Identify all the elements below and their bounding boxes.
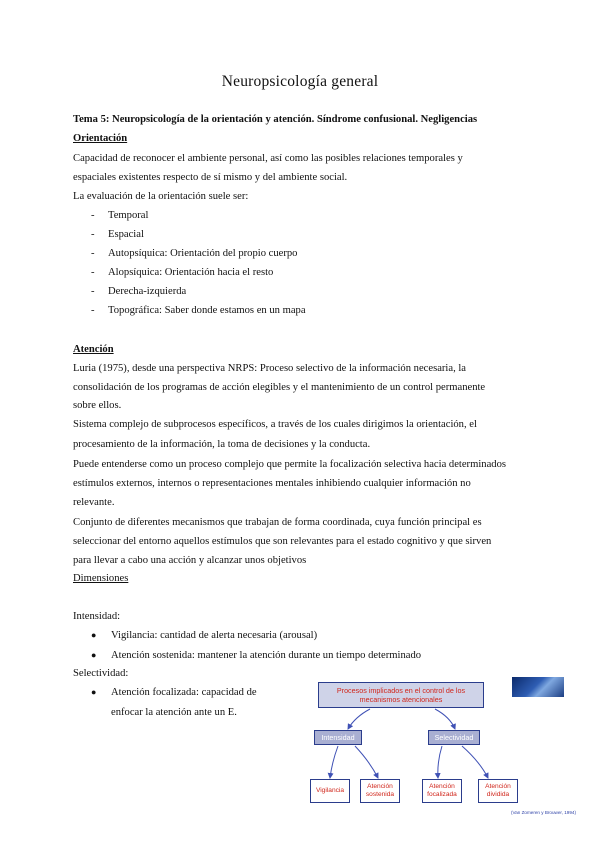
dash-marker: - — [91, 248, 95, 259]
list-item-text: Alopsíquica: Orientación hacia el resto — [108, 267, 274, 278]
selectividad-label: Selectividad: — [73, 668, 129, 679]
orientacion-paragraph-line: espaciales existentes respecto de sí mismo y del ambiente social. — [73, 172, 348, 183]
atencion-line: estímulos externos, internos o representaciones mentales inhibiendo cualquier información no — [73, 478, 471, 489]
topic-heading: Tema 5: Neuropsicología de la orientación y atención. Síndrome confusional. Negligencias — [73, 114, 478, 125]
orientacion-paragraph-line: Capacidad de reconocer el ambiente personal, así como las posibles relaciones temporales y — [73, 153, 463, 164]
connector-root-left — [348, 709, 370, 729]
dash-marker: - — [91, 267, 95, 278]
list-item-text: Derecha-izquierda — [108, 286, 187, 297]
dash-marker: - — [91, 286, 95, 297]
diagram-source-citation: (Van Zomeren y Brouwer, 1994) — [510, 810, 576, 815]
dash-marker: - — [91, 229, 95, 240]
dash-marker: - — [91, 305, 95, 316]
list-item — [91, 228, 144, 241]
list-item — [91, 649, 421, 662]
list-item — [91, 209, 148, 222]
list-item-text: Temporal — [108, 210, 149, 221]
list-item — [91, 686, 257, 699]
atencion-line: seleccionar del entorno aquellos estímulos que son relevantes para el estado cognitivo y que sirven — [73, 536, 492, 547]
diagram-leaf-text: sostenida — [365, 791, 395, 798]
list-item-continuation: enfocar la atención ante un E. — [111, 707, 237, 718]
list-item — [91, 266, 273, 279]
diagram-root-line: Procesos implicados en el control de los — [336, 686, 466, 695]
diagram-intensidad-box: Intensidad — [314, 730, 362, 745]
diagram-leaf-sostenida — [360, 779, 400, 803]
diagram-selectividad-box: Selectividad — [428, 730, 480, 745]
dimensiones-heading: Dimensiones — [73, 573, 129, 584]
dash-marker: - — [91, 210, 95, 221]
connector-root-right — [435, 709, 455, 729]
list-item — [91, 629, 317, 642]
diagram-leaf-text: dividida — [486, 791, 510, 798]
connector-selectividad-dividida — [462, 746, 488, 778]
atencion-line: Puede entenderse como un proceso complejo que permite la focalización selectiva hacia determinados — [73, 459, 506, 470]
atencion-heading: Atención — [73, 344, 114, 355]
atencion-line: Conjunto de diferentes mecanismos que trabajan de forma coordinada, cuya función principal es — [73, 517, 482, 528]
intensidad-label: Intensidad: — [73, 611, 121, 622]
list-item — [91, 247, 297, 260]
list-item-text: Vigilancia: cantidad de alerta necesaria (arousal) — [111, 630, 318, 641]
connector-intensidad-sostenida — [355, 746, 378, 778]
atencion-line: consolidación de los programas de acción elegibles y el mantenimiento de un control permanente — [73, 382, 486, 393]
attention-processes-diagram — [300, 672, 580, 822]
diagram-leaf-text: Vigilancia — [315, 787, 345, 794]
diagram-root-box — [318, 682, 484, 708]
atencion-line: para llevar a cabo una acción y alcanzar unos objetivos — [73, 555, 307, 566]
diagram-root-line: mecanismos atencionales — [359, 695, 443, 704]
atencion-line: procesamiento de la información, la toma de decisiones y la conducta. — [73, 439, 371, 450]
bullet-marker: ● — [91, 630, 97, 640]
atencion-line: Sistema complejo de subprocesos específicos, a través de los cuales dirigimos la orientación, el — [73, 419, 477, 430]
diagram-leaf-vigilancia — [310, 779, 350, 803]
connector-selectividad-focalizada — [438, 746, 442, 778]
atencion-line: Luria (1975), desde una perspectiva NRPS: Proceso selectivo de la información necesaria, la — [73, 363, 467, 374]
diagram-leaf-text: focalizada — [427, 791, 457, 798]
atencion-line: relevante. — [73, 497, 115, 508]
diagram-leaf-text: Atención — [367, 783, 393, 790]
list-item — [91, 285, 186, 298]
list-item-text: Autopsíquica: Orientación del propio cuerpo — [108, 248, 298, 259]
bullet-marker: ● — [91, 650, 97, 660]
atencion-line: sobre ellos. — [73, 400, 122, 411]
bullet-marker: ● — [91, 687, 97, 697]
list-item-text: Topográfica: Saber donde estamos en un mapa — [108, 305, 306, 316]
list-item-text: Atención focalizada: capacidad de — [111, 687, 257, 698]
list-item-text: Atención sostenida: mantener la atención durante un tiempo determinado — [111, 650, 422, 661]
diagram-leaf-focalizada — [422, 779, 462, 803]
evaluation-intro: La evaluación de la orientación suele ser: — [73, 191, 249, 202]
orientacion-heading: Orientación — [73, 133, 128, 144]
diagram-leaf-dividida — [478, 779, 518, 803]
list-item-text: Espacial — [108, 229, 144, 240]
diagram-leaf-text: Atención — [485, 783, 511, 790]
connector-intensidad-vigilancia — [330, 746, 338, 778]
page-title: Neuropsicología general — [221, 73, 379, 90]
list-item — [91, 304, 306, 317]
diagram-leaf-text: Atención — [429, 783, 455, 790]
decorative-banner-image — [512, 677, 564, 697]
